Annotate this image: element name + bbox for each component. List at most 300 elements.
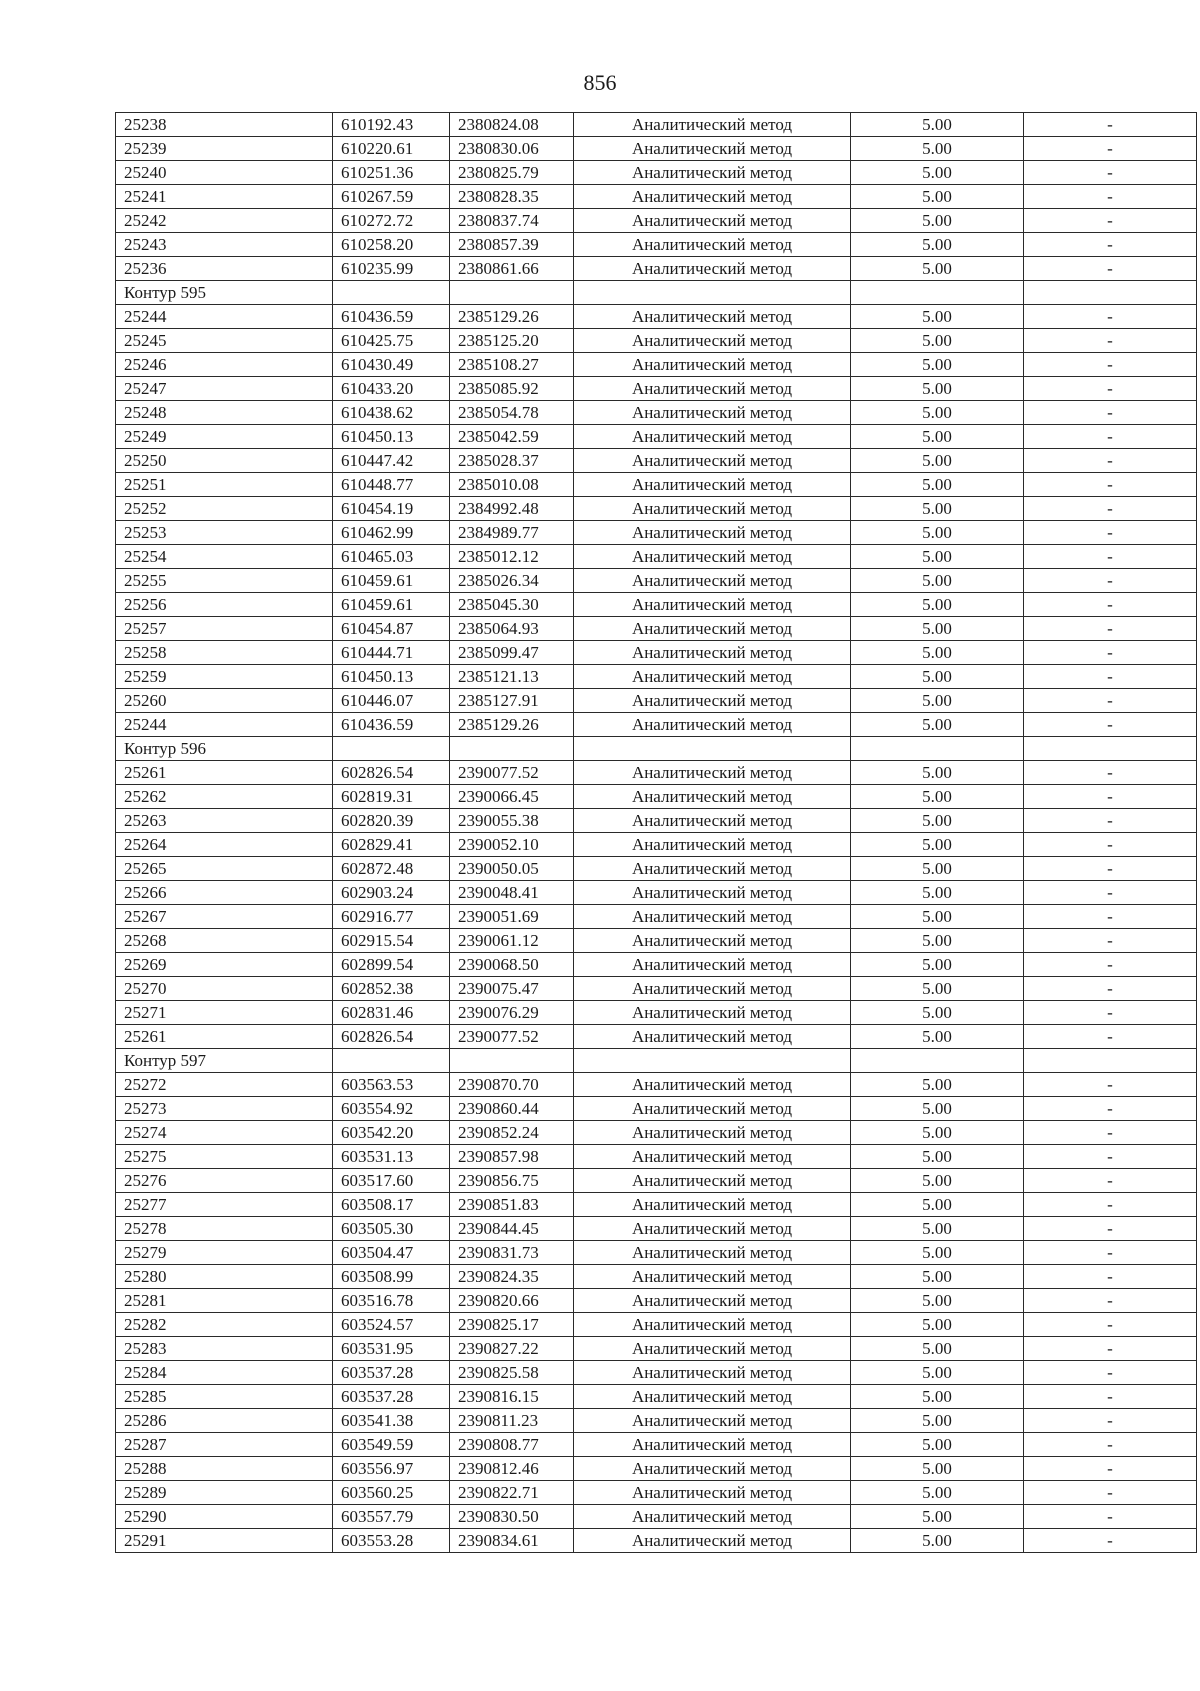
x-coordinate-cell: 610425.75	[333, 329, 450, 353]
method-cell: Аналитический метод	[574, 1337, 851, 1361]
y-coordinate-cell: 2390048.41	[450, 881, 574, 905]
note-cell: -	[1024, 569, 1197, 593]
y-coordinate-cell: 2380857.39	[450, 233, 574, 257]
note-cell: -	[1024, 1337, 1197, 1361]
table-row	[116, 305, 1197, 329]
point-id-cell: 25284	[116, 1361, 333, 1385]
precision-cell: 5.00	[851, 305, 1024, 329]
y-coordinate-cell: 2385054.78	[450, 401, 574, 425]
note-cell: -	[1024, 785, 1197, 809]
precision-cell: 5.00	[851, 1481, 1024, 1505]
table-row	[116, 521, 1197, 545]
point-id-cell: 25258	[116, 641, 333, 665]
x-coordinate-cell: 603531.13	[333, 1145, 450, 1169]
empty-cell	[574, 281, 851, 305]
precision-cell: 5.00	[851, 521, 1024, 545]
y-coordinate-cell: 2390824.35	[450, 1265, 574, 1289]
method-cell: Аналитический метод	[574, 1241, 851, 1265]
method-cell: Аналитический метод	[574, 1121, 851, 1145]
point-id-cell: 25278	[116, 1217, 333, 1241]
method-cell: Аналитический метод	[574, 1385, 851, 1409]
method-cell: Аналитический метод	[574, 953, 851, 977]
y-coordinate-cell: 2385042.59	[450, 425, 574, 449]
method-cell: Аналитический метод	[574, 1361, 851, 1385]
table-row	[116, 209, 1197, 233]
point-id-cell: 25256	[116, 593, 333, 617]
y-coordinate-cell: 2390068.50	[450, 953, 574, 977]
precision-cell: 5.00	[851, 785, 1024, 809]
method-cell: Аналитический метод	[574, 1097, 851, 1121]
method-cell: Аналитический метод	[574, 521, 851, 545]
method-cell: Аналитический метод	[574, 1289, 851, 1313]
method-cell: Аналитический метод	[574, 569, 851, 593]
table-row	[116, 569, 1197, 593]
x-coordinate-cell: 602826.54	[333, 1025, 450, 1049]
point-id-cell: 25275	[116, 1145, 333, 1169]
point-id-cell: 25254	[116, 545, 333, 569]
x-coordinate-cell: 603504.47	[333, 1241, 450, 1265]
method-cell: Аналитический метод	[574, 425, 851, 449]
contour-header-row	[116, 737, 1197, 761]
point-id-cell: 25251	[116, 473, 333, 497]
y-coordinate-cell: 2390816.15	[450, 1385, 574, 1409]
point-id-cell: 25266	[116, 881, 333, 905]
method-cell: Аналитический метод	[574, 1193, 851, 1217]
note-cell: -	[1024, 449, 1197, 473]
note-cell: -	[1024, 1073, 1197, 1097]
method-cell: Аналитический метод	[574, 761, 851, 785]
precision-cell: 5.00	[851, 1097, 1024, 1121]
x-coordinate-cell: 603505.30	[333, 1217, 450, 1241]
y-coordinate-cell: 2390075.47	[450, 977, 574, 1001]
coordinates-table	[115, 112, 1197, 1553]
table-row	[116, 1145, 1197, 1169]
note-cell: -	[1024, 161, 1197, 185]
note-cell: -	[1024, 377, 1197, 401]
empty-cell	[333, 1049, 450, 1073]
method-cell: Аналитический метод	[574, 665, 851, 689]
table-row	[116, 1097, 1197, 1121]
point-id-cell: 25259	[116, 665, 333, 689]
note-cell: -	[1024, 545, 1197, 569]
empty-cell	[333, 281, 450, 305]
x-coordinate-cell: 610258.20	[333, 233, 450, 257]
method-cell: Аналитический метод	[574, 833, 851, 857]
method-cell: Аналитический метод	[574, 1169, 851, 1193]
note-cell: -	[1024, 1385, 1197, 1409]
empty-cell	[851, 1049, 1024, 1073]
method-cell: Аналитический метод	[574, 305, 851, 329]
point-id-cell: 25285	[116, 1385, 333, 1409]
method-cell: Аналитический метод	[574, 137, 851, 161]
point-id-cell: 25240	[116, 161, 333, 185]
precision-cell: 5.00	[851, 569, 1024, 593]
note-cell: -	[1024, 929, 1197, 953]
method-cell: Аналитический метод	[574, 1265, 851, 1289]
precision-cell: 5.00	[851, 833, 1024, 857]
point-id-cell: 25287	[116, 1433, 333, 1457]
precision-cell: 5.00	[851, 617, 1024, 641]
note-cell: -	[1024, 233, 1197, 257]
x-coordinate-cell: 603531.95	[333, 1337, 450, 1361]
table-row	[116, 137, 1197, 161]
note-cell: -	[1024, 521, 1197, 545]
precision-cell: 5.00	[851, 809, 1024, 833]
y-coordinate-cell: 2390055.38	[450, 809, 574, 833]
point-id-cell: 25283	[116, 1337, 333, 1361]
x-coordinate-cell: 610267.59	[333, 185, 450, 209]
note-cell: -	[1024, 953, 1197, 977]
method-cell: Аналитический метод	[574, 113, 851, 137]
y-coordinate-cell: 2380825.79	[450, 161, 574, 185]
y-coordinate-cell: 2384992.48	[450, 497, 574, 521]
method-cell: Аналитический метод	[574, 1217, 851, 1241]
note-cell: -	[1024, 593, 1197, 617]
precision-cell: 5.00	[851, 1409, 1024, 1433]
table-row	[116, 761, 1197, 785]
x-coordinate-cell: 610450.13	[333, 425, 450, 449]
method-cell: Аналитический метод	[574, 401, 851, 425]
table-row	[116, 881, 1197, 905]
method-cell: Аналитический метод	[574, 1313, 851, 1337]
precision-cell: 5.00	[851, 377, 1024, 401]
x-coordinate-cell: 610462.99	[333, 521, 450, 545]
method-cell: Аналитический метод	[574, 689, 851, 713]
note-cell: -	[1024, 1289, 1197, 1313]
table-row	[116, 1217, 1197, 1241]
table-row	[116, 1241, 1197, 1265]
point-id-cell: 25264	[116, 833, 333, 857]
table-row	[116, 545, 1197, 569]
x-coordinate-cell: 610430.49	[333, 353, 450, 377]
table-row	[116, 593, 1197, 617]
point-id-cell: 25238	[116, 113, 333, 137]
precision-cell: 5.00	[851, 1169, 1024, 1193]
x-coordinate-cell: 602916.77	[333, 905, 450, 929]
method-cell: Аналитический метод	[574, 1529, 851, 1553]
method-cell: Аналитический метод	[574, 1505, 851, 1529]
note-cell: -	[1024, 1505, 1197, 1529]
table-row	[116, 953, 1197, 977]
method-cell: Аналитический метод	[574, 977, 851, 1001]
point-id-cell: 25249	[116, 425, 333, 449]
x-coordinate-cell: 610444.71	[333, 641, 450, 665]
x-coordinate-cell: 602831.46	[333, 1001, 450, 1025]
table-row	[116, 1121, 1197, 1145]
x-coordinate-cell: 610272.72	[333, 209, 450, 233]
note-cell: -	[1024, 1457, 1197, 1481]
table-row	[116, 1025, 1197, 1049]
precision-cell: 5.00	[851, 545, 1024, 569]
table-row	[116, 1313, 1197, 1337]
y-coordinate-cell: 2390052.10	[450, 833, 574, 857]
precision-cell: 5.00	[851, 1121, 1024, 1145]
table-row	[116, 689, 1197, 713]
y-coordinate-cell: 2390851.83	[450, 1193, 574, 1217]
method-cell: Аналитический метод	[574, 233, 851, 257]
method-cell: Аналитический метод	[574, 905, 851, 929]
method-cell: Аналитический метод	[574, 929, 851, 953]
method-cell: Аналитический метод	[574, 449, 851, 473]
method-cell: Аналитический метод	[574, 857, 851, 881]
y-coordinate-cell: 2385129.26	[450, 713, 574, 737]
point-id-cell: 25260	[116, 689, 333, 713]
empty-cell	[333, 737, 450, 761]
point-id-cell: 25277	[116, 1193, 333, 1217]
y-coordinate-cell: 2385028.37	[450, 449, 574, 473]
point-id-cell: 25252	[116, 497, 333, 521]
point-id-cell: 25245	[116, 329, 333, 353]
x-coordinate-cell: 602829.41	[333, 833, 450, 857]
note-cell: -	[1024, 833, 1197, 857]
y-coordinate-cell: 2385085.92	[450, 377, 574, 401]
precision-cell: 5.00	[851, 185, 1024, 209]
x-coordinate-cell: 610446.07	[333, 689, 450, 713]
precision-cell: 5.00	[851, 497, 1024, 521]
x-coordinate-cell: 603541.38	[333, 1409, 450, 1433]
y-coordinate-cell: 2390856.75	[450, 1169, 574, 1193]
precision-cell: 5.00	[851, 1073, 1024, 1097]
table-row	[116, 1265, 1197, 1289]
y-coordinate-cell: 2380837.74	[450, 209, 574, 233]
precision-cell: 5.00	[851, 1193, 1024, 1217]
note-cell: -	[1024, 689, 1197, 713]
point-id-cell: 25246	[116, 353, 333, 377]
y-coordinate-cell: 2390050.05	[450, 857, 574, 881]
method-cell: Аналитический метод	[574, 545, 851, 569]
empty-cell	[450, 737, 574, 761]
method-cell: Аналитический метод	[574, 353, 851, 377]
point-id-cell: 25280	[116, 1265, 333, 1289]
method-cell: Аналитический метод	[574, 1457, 851, 1481]
table-row	[116, 617, 1197, 641]
method-cell: Аналитический метод	[574, 497, 851, 521]
point-id-cell: 25288	[116, 1457, 333, 1481]
note-cell: -	[1024, 1265, 1197, 1289]
table-row	[116, 1289, 1197, 1313]
precision-cell: 5.00	[851, 449, 1024, 473]
precision-cell: 5.00	[851, 1337, 1024, 1361]
y-coordinate-cell: 2380861.66	[450, 257, 574, 281]
y-coordinate-cell: 2385064.93	[450, 617, 574, 641]
table-row	[116, 161, 1197, 185]
table-row	[116, 833, 1197, 857]
x-coordinate-cell: 603549.59	[333, 1433, 450, 1457]
note-cell: -	[1024, 1193, 1197, 1217]
table-row	[116, 1073, 1197, 1097]
y-coordinate-cell: 2390825.58	[450, 1361, 574, 1385]
y-coordinate-cell: 2385127.91	[450, 689, 574, 713]
point-id-cell: 25282	[116, 1313, 333, 1337]
precision-cell: 5.00	[851, 1241, 1024, 1265]
point-id-cell: 25261	[116, 1025, 333, 1049]
table-row	[116, 1409, 1197, 1433]
empty-cell	[450, 1049, 574, 1073]
y-coordinate-cell: 2385099.47	[450, 641, 574, 665]
contour-header-row	[116, 1049, 1197, 1073]
table-row	[116, 1529, 1197, 1553]
table-row	[116, 1361, 1197, 1385]
contour-label: Контур 595	[116, 281, 333, 305]
y-coordinate-cell: 2385125.20	[450, 329, 574, 353]
precision-cell: 5.00	[851, 1505, 1024, 1529]
point-id-cell: 25268	[116, 929, 333, 953]
point-id-cell: 25255	[116, 569, 333, 593]
table-row	[116, 929, 1197, 953]
note-cell: -	[1024, 617, 1197, 641]
method-cell: Аналитический метод	[574, 257, 851, 281]
y-coordinate-cell: 2390066.45	[450, 785, 574, 809]
precision-cell: 5.00	[851, 593, 1024, 617]
point-id-cell: 25248	[116, 401, 333, 425]
point-id-cell: 25276	[116, 1169, 333, 1193]
table-row	[116, 185, 1197, 209]
precision-cell: 5.00	[851, 665, 1024, 689]
precision-cell: 5.00	[851, 1025, 1024, 1049]
table-row	[116, 353, 1197, 377]
point-id-cell: 25269	[116, 953, 333, 977]
precision-cell: 5.00	[851, 929, 1024, 953]
point-id-cell: 25265	[116, 857, 333, 881]
table-row	[116, 641, 1197, 665]
x-coordinate-cell: 610433.20	[333, 377, 450, 401]
y-coordinate-cell: 2390825.17	[450, 1313, 574, 1337]
note-cell: -	[1024, 1169, 1197, 1193]
note-cell: -	[1024, 1481, 1197, 1505]
method-cell: Аналитический метод	[574, 329, 851, 353]
x-coordinate-cell: 603516.78	[333, 1289, 450, 1313]
point-id-cell: 25241	[116, 185, 333, 209]
y-coordinate-cell: 2385026.34	[450, 569, 574, 593]
table-row	[116, 1337, 1197, 1361]
x-coordinate-cell: 610465.03	[333, 545, 450, 569]
note-cell: -	[1024, 1361, 1197, 1385]
note-cell: -	[1024, 809, 1197, 833]
note-cell: -	[1024, 257, 1197, 281]
y-coordinate-cell: 2385012.12	[450, 545, 574, 569]
point-id-cell: 25274	[116, 1121, 333, 1145]
table-row	[116, 257, 1197, 281]
y-coordinate-cell: 2390834.61	[450, 1529, 574, 1553]
table-row	[116, 233, 1197, 257]
empty-cell	[1024, 281, 1197, 305]
x-coordinate-cell: 603553.28	[333, 1529, 450, 1553]
page-number: 856	[583, 70, 617, 95]
y-coordinate-cell: 2380828.35	[450, 185, 574, 209]
table-row	[116, 113, 1197, 137]
method-cell: Аналитический метод	[574, 1481, 851, 1505]
precision-cell: 5.00	[851, 209, 1024, 233]
x-coordinate-cell: 603537.28	[333, 1385, 450, 1409]
y-coordinate-cell: 2390808.77	[450, 1433, 574, 1457]
note-cell: -	[1024, 881, 1197, 905]
x-coordinate-cell: 602819.31	[333, 785, 450, 809]
precision-cell: 5.00	[851, 713, 1024, 737]
precision-cell: 5.00	[851, 761, 1024, 785]
x-coordinate-cell: 602826.54	[333, 761, 450, 785]
method-cell: Аналитический метод	[574, 1145, 851, 1169]
x-coordinate-cell: 610454.87	[333, 617, 450, 641]
precision-cell: 5.00	[851, 233, 1024, 257]
table-row	[116, 905, 1197, 929]
y-coordinate-cell: 2390822.71	[450, 1481, 574, 1505]
note-cell: -	[1024, 1241, 1197, 1265]
precision-cell: 5.00	[851, 689, 1024, 713]
point-id-cell: 25281	[116, 1289, 333, 1313]
x-coordinate-cell: 610448.77	[333, 473, 450, 497]
point-id-cell: 25253	[116, 521, 333, 545]
y-coordinate-cell: 2385121.13	[450, 665, 574, 689]
empty-cell	[1024, 737, 1197, 761]
note-cell: -	[1024, 977, 1197, 1001]
x-coordinate-cell: 603508.99	[333, 1265, 450, 1289]
x-coordinate-cell: 603554.92	[333, 1097, 450, 1121]
point-id-cell: 25267	[116, 905, 333, 929]
table-row	[116, 1457, 1197, 1481]
table-row	[116, 785, 1197, 809]
precision-cell: 5.00	[851, 1001, 1024, 1025]
x-coordinate-cell: 610220.61	[333, 137, 450, 161]
note-cell: -	[1024, 1313, 1197, 1337]
point-id-cell: 25261	[116, 761, 333, 785]
x-coordinate-cell: 610436.59	[333, 713, 450, 737]
y-coordinate-cell: 2390830.50	[450, 1505, 574, 1529]
note-cell: -	[1024, 1121, 1197, 1145]
table-row	[116, 329, 1197, 353]
x-coordinate-cell: 602820.39	[333, 809, 450, 833]
x-coordinate-cell: 603542.20	[333, 1121, 450, 1145]
precision-cell: 5.00	[851, 1385, 1024, 1409]
empty-cell	[574, 737, 851, 761]
precision-cell: 5.00	[851, 1433, 1024, 1457]
point-id-cell: 25273	[116, 1097, 333, 1121]
point-id-cell: 25272	[116, 1073, 333, 1097]
method-cell: Аналитический метод	[574, 1001, 851, 1025]
table-row	[116, 665, 1197, 689]
note-cell: -	[1024, 113, 1197, 137]
table-row	[116, 1481, 1197, 1505]
method-cell: Аналитический метод	[574, 809, 851, 833]
coordinates-table-body	[116, 113, 1197, 1553]
x-coordinate-cell: 610459.61	[333, 569, 450, 593]
note-cell: -	[1024, 353, 1197, 377]
method-cell: Аналитический метод	[574, 1025, 851, 1049]
method-cell: Аналитический метод	[574, 593, 851, 617]
y-coordinate-cell: 2385129.26	[450, 305, 574, 329]
table-row	[116, 497, 1197, 521]
table-row	[116, 1193, 1197, 1217]
y-coordinate-cell: 2380830.06	[450, 137, 574, 161]
note-cell: -	[1024, 473, 1197, 497]
note-cell: -	[1024, 665, 1197, 689]
empty-cell	[851, 737, 1024, 761]
precision-cell: 5.00	[851, 1289, 1024, 1313]
point-id-cell: 25243	[116, 233, 333, 257]
y-coordinate-cell: 2384989.77	[450, 521, 574, 545]
note-cell: -	[1024, 713, 1197, 737]
point-id-cell: 25247	[116, 377, 333, 401]
x-coordinate-cell: 610436.59	[333, 305, 450, 329]
precision-cell: 5.00	[851, 473, 1024, 497]
point-id-cell: 25257	[116, 617, 333, 641]
precision-cell: 5.00	[851, 1145, 1024, 1169]
method-cell: Аналитический метод	[574, 713, 851, 737]
table-row	[116, 857, 1197, 881]
precision-cell: 5.00	[851, 1361, 1024, 1385]
x-coordinate-cell: 602852.38	[333, 977, 450, 1001]
point-id-cell: 25271	[116, 1001, 333, 1025]
precision-cell: 5.00	[851, 137, 1024, 161]
